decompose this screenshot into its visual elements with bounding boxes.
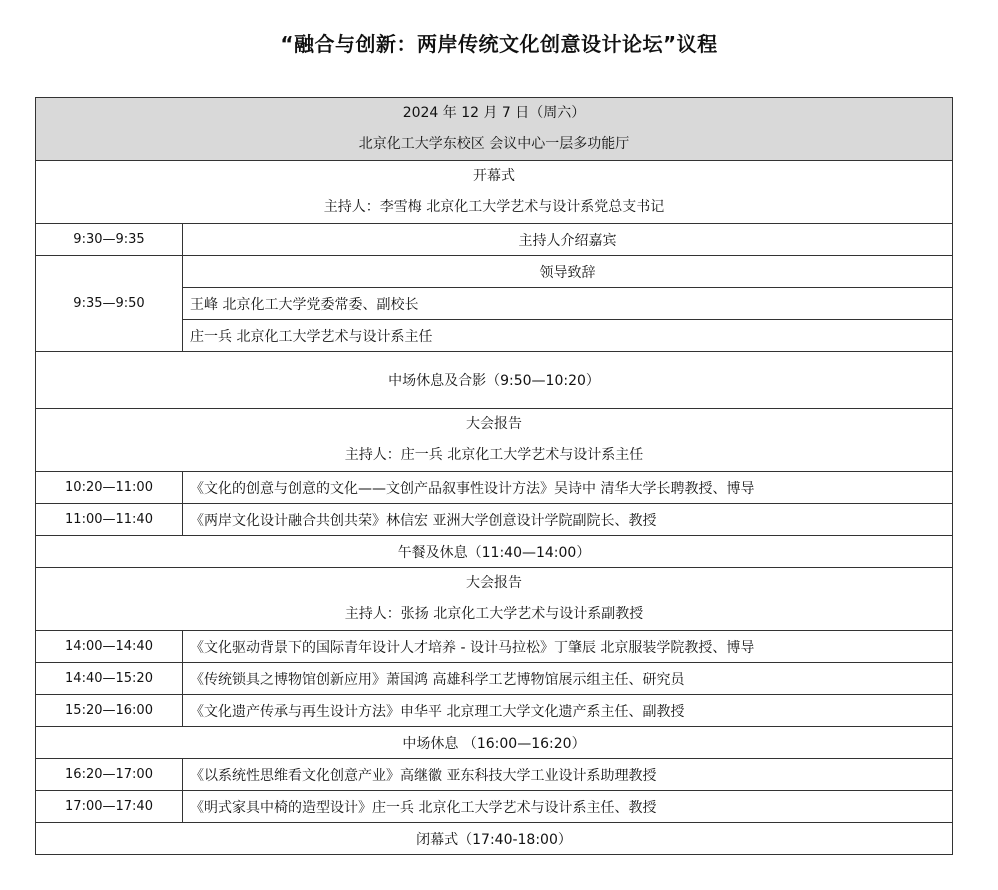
table-row — [36, 759, 953, 791]
table-row — [36, 663, 953, 695]
break-text: 中场休息 （16:00—16:20） — [36, 727, 953, 759]
lunch-text: 午餐及休息（11:40—14:00） — [36, 536, 953, 568]
table-row — [36, 224, 953, 256]
session2-header — [36, 568, 953, 631]
break-photo-text: 中场休息及合影（9:50—10:20） — [36, 352, 953, 409]
talk-cell: 《明式家具中椅的造型设计》庄一兵 北京化工大学艺术与设计系主任、教授 — [183, 791, 953, 823]
session1-header — [36, 409, 953, 472]
time-cell: 16:20—17:00 — [36, 759, 183, 791]
session1-title: 大会报告 — [466, 416, 522, 432]
talk-cell: 《文化的创意与创意的文化——文创产品叙事性设计方法》吴诗中 清华大学长聘教授、博导 — [183, 472, 953, 504]
event-venue: 北京化工大学东校区 会议中心一层多功能厅 — [358, 136, 630, 152]
time-cell: 14:00—14:40 — [36, 631, 183, 663]
speaker-item: 王峰 北京化工大学党委常委、副校长 — [183, 288, 953, 320]
session2-host: 主持人：张扬 北京化工大学艺术与设计系副教授 — [344, 606, 644, 622]
speaker-item: 庄一兵 北京化工大学艺术与设计系主任 — [183, 320, 953, 352]
opening-row — [36, 161, 953, 224]
opening-host: 主持人：李雪梅 北京化工大学艺术与设计系党总支书记 — [323, 199, 665, 215]
break-row — [36, 352, 953, 409]
time-cell: 11:00—11:40 — [36, 504, 183, 536]
session-header-row — [36, 409, 953, 472]
talk-cell: 《文化遗产传承与再生设计方法》申华平 北京理工大学文化遗产系主任、副教授 — [183, 695, 953, 727]
session2-title: 大会报告 — [466, 575, 522, 591]
session1-host: 主持人：庄一兵 北京化工大学艺术与设计系主任 — [344, 447, 644, 463]
time-cell: 17:00—17:40 — [36, 791, 183, 823]
table-row — [36, 504, 953, 536]
table-row — [36, 695, 953, 727]
table-row — [36, 256, 953, 288]
opening-title: 开幕式 — [473, 168, 515, 184]
opening-cell — [36, 161, 953, 224]
date-venue-cell — [36, 98, 953, 161]
talk-cell: 《两岸文化设计融合共创共荣》林信宏 亚洲大学创意设计学院副院长、教授 — [183, 504, 953, 536]
page-title: “融合与创新：两岸传统文化创意设计论坛”议程 — [280, 32, 718, 56]
agenda-table — [35, 97, 953, 855]
closing-row — [36, 823, 953, 855]
leaders-title: 领导致辞 — [183, 256, 953, 288]
session-header-row — [36, 568, 953, 631]
time-cell: 9:35—9:50 — [36, 256, 183, 352]
header-row — [36, 98, 953, 161]
intro-text: 主持人介绍嘉宾 — [183, 224, 953, 256]
event-date: 2024 年 12 月 7 日（周六） — [402, 105, 586, 121]
talk-cell: 《文化驱动背景下的国际青年设计人才培养 - 设计马拉松》丁肇辰 北京服装学院教授、博导 — [183, 631, 953, 663]
table-row — [36, 791, 953, 823]
closing-text: 闭幕式（17:40-18:00） — [36, 823, 953, 855]
talk-cell: 《传统锁具之博物馆创新应用》萧国鸿 高雄科学工艺博物馆展示组主任、研究员 — [183, 663, 953, 695]
break-row — [36, 727, 953, 759]
table-row — [36, 631, 953, 663]
lunch-row — [36, 536, 953, 568]
time-cell: 9:30—9:35 — [36, 224, 183, 256]
table-row — [36, 472, 953, 504]
time-cell: 10:20—11:00 — [36, 472, 183, 504]
talk-cell: 《以系统性思维看文化创意产业》高继徽 亚东科技大学工业设计系助理教授 — [183, 759, 953, 791]
time-cell: 15:20—16:00 — [36, 695, 183, 727]
time-cell: 14:40—15:20 — [36, 663, 183, 695]
